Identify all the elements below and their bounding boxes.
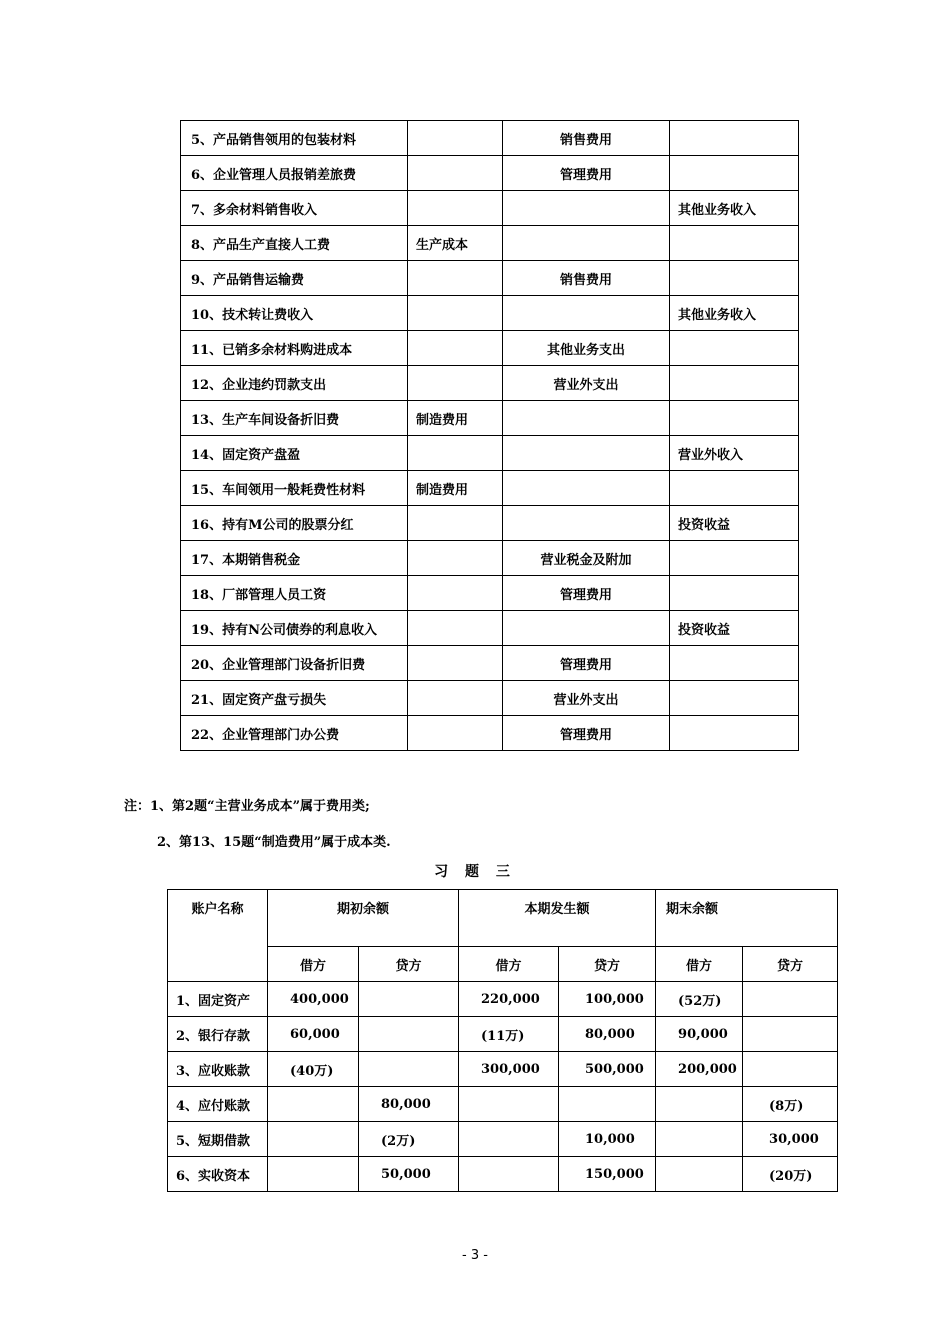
category-cost xyxy=(408,541,503,576)
current-credit: 80,000 xyxy=(559,1017,656,1052)
closing-credit: (8万) xyxy=(743,1087,838,1122)
category-income xyxy=(670,716,799,751)
item-name: 11、已销多余材料购进成本 xyxy=(181,331,408,366)
category-cost xyxy=(408,576,503,611)
current-credit: 10,000 xyxy=(559,1122,656,1157)
table-row xyxy=(168,1157,838,1192)
current-debit: 220,000 xyxy=(459,982,559,1017)
item-name: 6、企业管理人员报销差旅费 xyxy=(181,156,408,191)
opening-debit xyxy=(268,1157,359,1192)
item-name: 12、企业违约罚款支出 xyxy=(181,366,408,401)
balance-header-row-1 xyxy=(168,890,838,947)
closing-debit: 200,000 xyxy=(656,1052,743,1087)
table-row xyxy=(181,611,799,646)
table-row xyxy=(181,471,799,506)
header-closing-credit: 贷方 xyxy=(743,947,838,982)
category-expense xyxy=(503,471,670,506)
item-name: 8、产品生产直接人工费 xyxy=(181,226,408,261)
category-cost xyxy=(408,156,503,191)
item-name: 21、固定资产盘亏损失 xyxy=(181,681,408,716)
item-name: 9、产品销售运输费 xyxy=(181,261,408,296)
closing-credit xyxy=(743,982,838,1017)
opening-credit xyxy=(359,1017,459,1052)
item-name: 17、本期销售税金 xyxy=(181,541,408,576)
category-expense: 营业外支出 xyxy=(503,366,670,401)
category-expense: 营业外支出 xyxy=(503,681,670,716)
category-cost xyxy=(408,261,503,296)
page-number: - 3 - xyxy=(462,1248,488,1263)
category-income xyxy=(670,366,799,401)
header-account-name: 账户名称 xyxy=(168,890,268,982)
header-current-debit: 借方 xyxy=(459,947,559,982)
category-income: 其他业务收入 xyxy=(670,191,799,226)
table-row xyxy=(181,191,799,226)
item-name: 20、企业管理部门设备折旧费 xyxy=(181,646,408,681)
category-expense: 其他业务支出 xyxy=(503,331,670,366)
table-row xyxy=(181,121,799,156)
balance-header-row-2 xyxy=(168,947,838,982)
table-row xyxy=(168,1122,838,1157)
category-income: 其他业务收入 xyxy=(670,296,799,331)
table-row xyxy=(181,576,799,611)
category-cost: 生产成本 xyxy=(408,226,503,261)
category-expense xyxy=(503,506,670,541)
current-credit xyxy=(559,1087,656,1122)
category-expense: 管理费用 xyxy=(503,156,670,191)
current-debit xyxy=(459,1087,559,1122)
header-current-credit: 贷方 xyxy=(559,947,656,982)
table-row xyxy=(168,1052,838,1087)
current-credit: 500,000 xyxy=(559,1052,656,1087)
table-row xyxy=(168,982,838,1017)
item-name: 10、技术转让费收入 xyxy=(181,296,408,331)
category-income xyxy=(670,471,799,506)
header-opening-balance: 期初余额 xyxy=(268,890,459,947)
category-income xyxy=(670,541,799,576)
opening-debit: (40万) xyxy=(268,1052,359,1087)
header-opening-credit: 贷方 xyxy=(359,947,459,982)
category-income xyxy=(670,681,799,716)
item-name: 14、固定资产盘盈 xyxy=(181,436,408,471)
current-debit: 300,000 xyxy=(459,1052,559,1087)
opening-debit: 400,000 xyxy=(268,982,359,1017)
closing-debit: 90,000 xyxy=(656,1017,743,1052)
account-name: 2、银行存款 xyxy=(168,1017,268,1052)
closing-credit: 30,000 xyxy=(743,1122,838,1157)
header-current-period: 本期发生额 xyxy=(459,890,656,947)
closing-credit: (20万) xyxy=(743,1157,838,1192)
opening-credit: 50,000 xyxy=(359,1157,459,1192)
balance-table xyxy=(167,889,838,1192)
closing-debit xyxy=(656,1087,743,1122)
current-debit xyxy=(459,1122,559,1157)
opening-credit xyxy=(359,1052,459,1087)
category-cost: 制造费用 xyxy=(408,401,503,436)
category-income xyxy=(670,156,799,191)
category-income: 营业外收入 xyxy=(670,436,799,471)
note-line-2: 2、第13、15题“制造费用”属于成本类. xyxy=(157,835,391,850)
account-name: 1、固定资产 xyxy=(168,982,268,1017)
category-expense: 管理费用 xyxy=(503,716,670,751)
account-name: 6、实收资本 xyxy=(168,1157,268,1192)
category-cost: 制造费用 xyxy=(408,471,503,506)
table-row xyxy=(181,226,799,261)
table-row xyxy=(181,541,799,576)
category-income xyxy=(670,121,799,156)
current-credit: 100,000 xyxy=(559,982,656,1017)
closing-credit xyxy=(743,1052,838,1087)
category-expense xyxy=(503,296,670,331)
category-cost xyxy=(408,331,503,366)
category-cost xyxy=(408,191,503,226)
category-income xyxy=(670,226,799,261)
header-closing-balance: 期末余额 xyxy=(656,890,838,947)
header-opening-debit: 借方 xyxy=(268,947,359,982)
item-name: 7、多余材料销售收入 xyxy=(181,191,408,226)
category-expense xyxy=(503,226,670,261)
category-expense: 管理费用 xyxy=(503,646,670,681)
category-expense: 销售费用 xyxy=(503,121,670,156)
table-row xyxy=(181,506,799,541)
category-income xyxy=(670,401,799,436)
category-cost xyxy=(408,716,503,751)
opening-debit: 60,000 xyxy=(268,1017,359,1052)
item-name: 5、产品销售领用的包装材料 xyxy=(181,121,408,156)
item-name: 16、持有M公司的股票分红 xyxy=(181,506,408,541)
category-expense xyxy=(503,436,670,471)
table-row xyxy=(181,331,799,366)
table-row xyxy=(168,1087,838,1122)
category-expense xyxy=(503,611,670,646)
table-row xyxy=(181,401,799,436)
category-cost xyxy=(408,681,503,716)
current-debit: (11万) xyxy=(459,1017,559,1052)
table-row xyxy=(181,296,799,331)
table-row xyxy=(181,261,799,296)
current-debit xyxy=(459,1157,559,1192)
item-name: 22、企业管理部门办公费 xyxy=(181,716,408,751)
table-row xyxy=(168,1017,838,1052)
opening-credit: (2万) xyxy=(359,1122,459,1157)
item-name: 13、生产车间设备折旧费 xyxy=(181,401,408,436)
table-row xyxy=(181,681,799,716)
category-expense xyxy=(503,401,670,436)
category-expense xyxy=(503,191,670,226)
category-cost xyxy=(408,611,503,646)
closing-debit xyxy=(656,1157,743,1192)
opening-credit: 80,000 xyxy=(359,1087,459,1122)
note-line-1: 注：1、第2题“主营业务成本”属于费用类; xyxy=(124,799,370,814)
closing-debit xyxy=(656,1122,743,1157)
item-name: 15、车间领用一般耗费性材料 xyxy=(181,471,408,506)
account-name: 5、短期借款 xyxy=(168,1122,268,1157)
account-name: 4、应付账款 xyxy=(168,1087,268,1122)
item-name: 19、持有N公司债券的利息收入 xyxy=(181,611,408,646)
category-income xyxy=(670,646,799,681)
table-row xyxy=(181,646,799,681)
category-income xyxy=(670,331,799,366)
category-cost xyxy=(408,296,503,331)
category-expense: 管理费用 xyxy=(503,576,670,611)
classification-table-body xyxy=(181,121,799,751)
category-income: 投资收益 xyxy=(670,506,799,541)
exercise-heading: 习 题 三 xyxy=(434,864,516,880)
table-row xyxy=(181,366,799,401)
table-row xyxy=(181,716,799,751)
current-credit: 150,000 xyxy=(559,1157,656,1192)
category-cost xyxy=(408,121,503,156)
item-name: 18、厂部管理人员工资 xyxy=(181,576,408,611)
opening-credit xyxy=(359,982,459,1017)
category-cost xyxy=(408,646,503,681)
opening-debit xyxy=(268,1087,359,1122)
category-income: 投资收益 xyxy=(670,611,799,646)
category-cost xyxy=(408,436,503,471)
category-cost xyxy=(408,506,503,541)
table-row xyxy=(181,436,799,471)
closing-credit xyxy=(743,1017,838,1052)
category-expense: 销售费用 xyxy=(503,261,670,296)
opening-debit xyxy=(268,1122,359,1157)
category-cost xyxy=(408,366,503,401)
closing-debit: (52万) xyxy=(656,982,743,1017)
category-expense: 营业税金及附加 xyxy=(503,541,670,576)
classification-table xyxy=(180,120,799,751)
balance-table-body xyxy=(168,982,838,1192)
category-income xyxy=(670,576,799,611)
table-row xyxy=(181,156,799,191)
header-closing-debit: 借方 xyxy=(656,947,743,982)
account-name: 3、应收账款 xyxy=(168,1052,268,1087)
category-income xyxy=(670,261,799,296)
